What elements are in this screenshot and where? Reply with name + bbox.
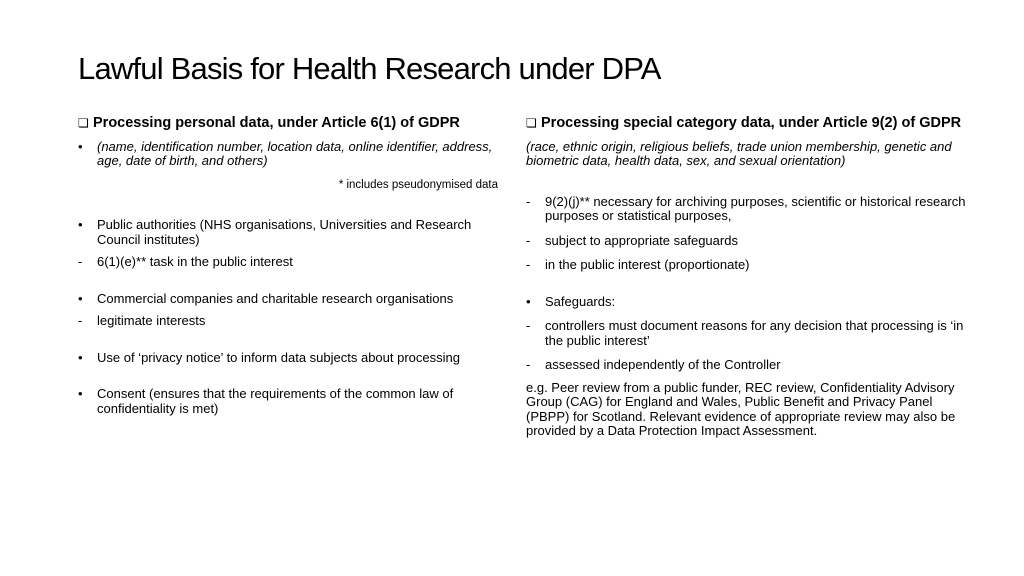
right-footer-text: e.g. Peer review from a public funder, REC review, Confidentiality Advisory Group (CAG) for England and Wales, Public Benefit and Privacy Panel (PBPP) for Scotland. Relevant evidence of appropriate review may also be provided by a Data Protection Impact Assessment. [526, 379, 956, 438]
left-examples: (name, identification number, location data, online identifier, address, age, date of birth, and others) [97, 138, 493, 168]
list-item [78, 218, 498, 247]
bullet-marker: • [78, 349, 83, 365]
list-item [78, 140, 498, 169]
list-item [526, 295, 966, 310]
checkbox-bullet-icon: ❏ [78, 116, 89, 130]
left-heading-text: Processing personal data, under Article 6(1) of GDPR [93, 115, 460, 131]
bullet-marker: • [78, 138, 83, 154]
list-item-text: legitimate interests [97, 313, 206, 328]
list-item-text: Consent (ensures that the requirements of the common law of confidentiality is met) [97, 386, 454, 416]
list-item [78, 387, 498, 416]
list-item [78, 292, 498, 307]
dash-marker: - [78, 313, 83, 328]
list-item-text: subject to appropriate safeguards [545, 232, 738, 248]
slide-title: Lawful Basis for Health Research under DPA [78, 51, 661, 86]
bullet-marker: • [78, 217, 83, 232]
dash-marker: - [526, 257, 531, 272]
list-item-text: Safeguards: [545, 293, 616, 309]
bullet-marker: • [78, 386, 83, 401]
list-item [526, 234, 966, 249]
bullet-marker: • [526, 293, 531, 309]
list-item-text: Use of ‘privacy notice’ to inform data subjects about processing [97, 349, 460, 365]
dash-marker: - [526, 232, 531, 248]
list-item-text: Commercial companies and charitable research organisations [97, 290, 454, 306]
right-column [526, 116, 966, 439]
left-column [78, 116, 498, 416]
list-item [78, 314, 498, 329]
right-heading-text: Processing special category data, under Article 9(2) of GDPR [541, 115, 962, 131]
list-item [78, 351, 498, 366]
pseudonymised-note: * includes pseudonymised data [338, 178, 498, 191]
right-heading [526, 116, 966, 132]
dash-marker: - [526, 318, 531, 333]
list-item-text: 6(1)(e)** task in the public interest [97, 254, 293, 269]
list-item [526, 258, 966, 273]
list-item [526, 319, 966, 348]
list-item-text: 9(2)(j)** necessary for archiving purposes, scientific or historical research purposes or statistical purposes, [545, 193, 966, 223]
bullet-marker: • [78, 290, 83, 306]
list-item-text: in the public interest (proportionate) [545, 257, 750, 272]
list-item [78, 255, 498, 270]
left-heading [78, 116, 498, 132]
checkbox-bullet-icon: ❏ [526, 116, 537, 130]
dash-marker: - [78, 254, 83, 269]
dash-marker: - [526, 193, 531, 209]
list-item [526, 195, 966, 224]
list-item-text: assessed independently of the Controller [545, 357, 781, 372]
list-item-text: Public authorities (NHS organisations, Universities and Research Council institutes) [97, 217, 472, 247]
list-item [526, 358, 966, 373]
dash-marker: - [526, 357, 531, 372]
right-examples: (race, ethnic origin, religious beliefs, trade union membership, genetic and biometric data, health data, sex, and sexual orientation) [526, 138, 952, 168]
list-item-text: controllers must document reasons for any decision that processing is ‘in the public interest’ [545, 318, 964, 348]
